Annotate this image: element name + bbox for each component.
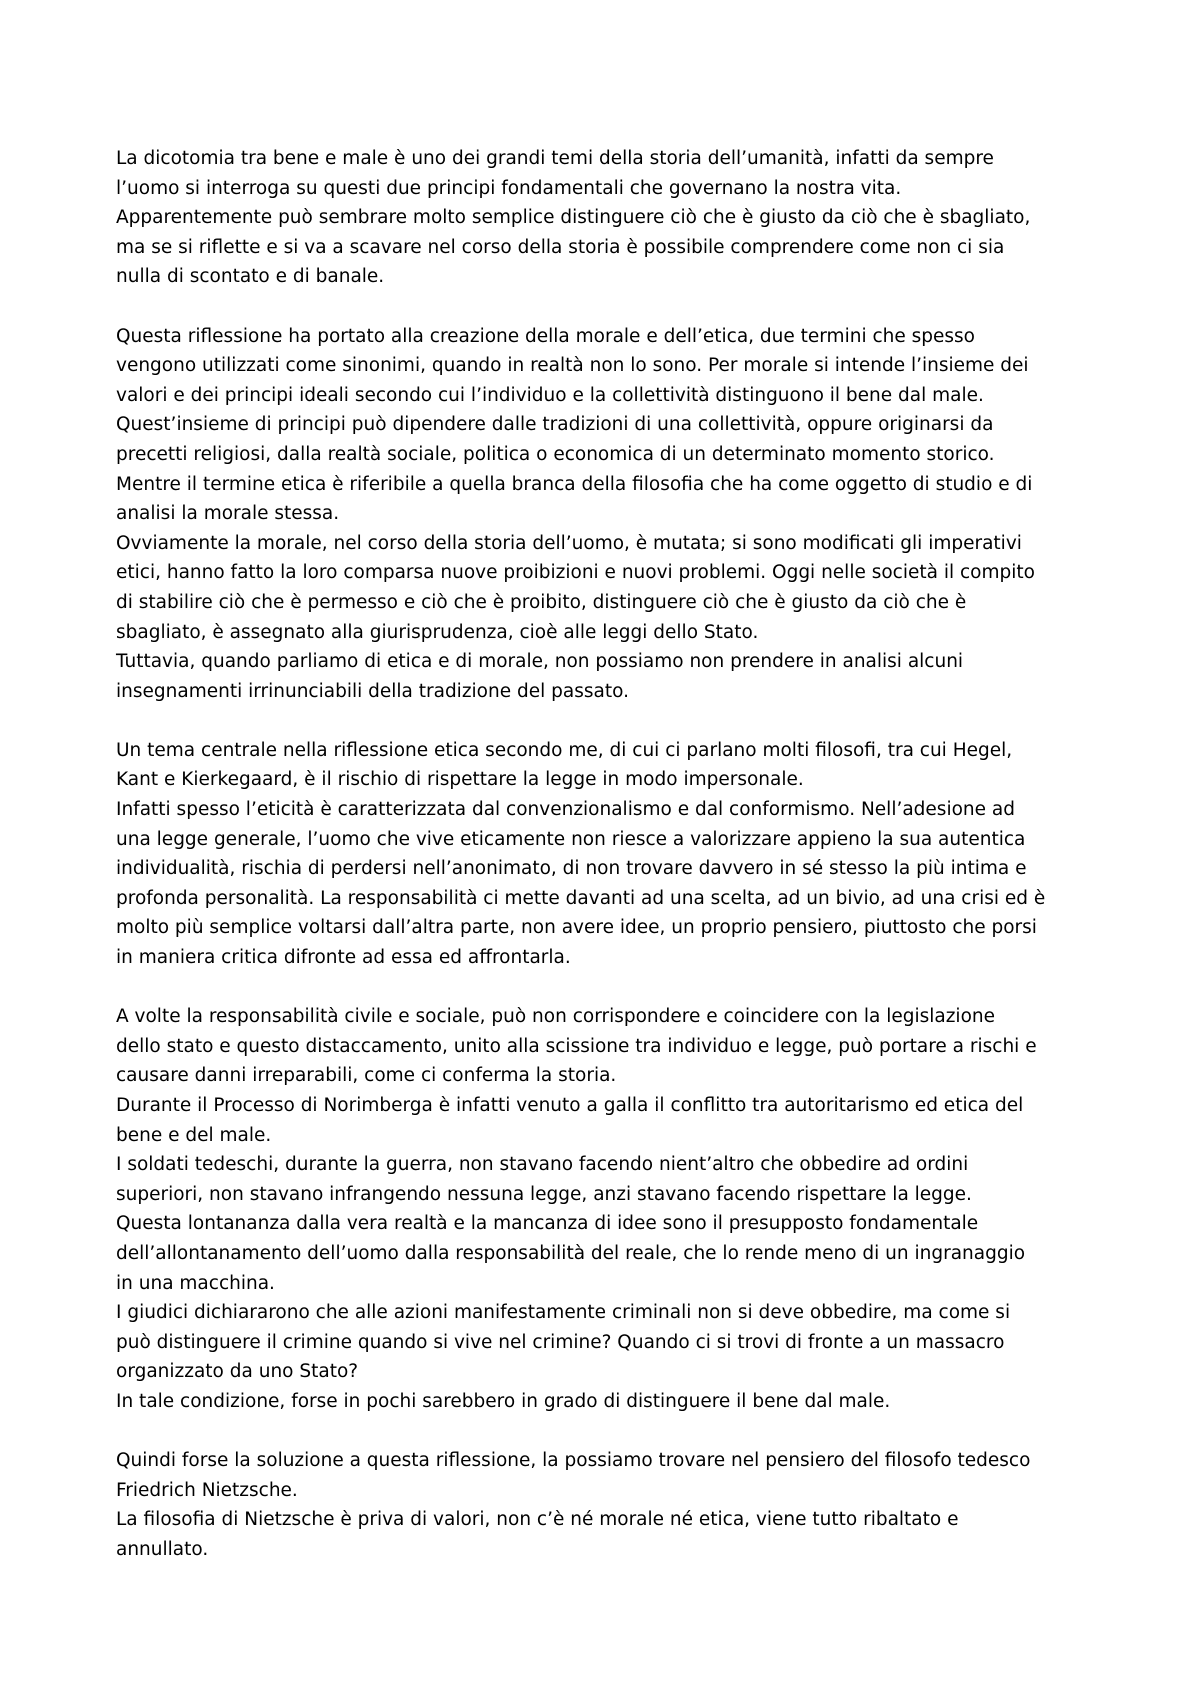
- text-line: può distinguere il crimine quando si vive nel crimine? Quando ci si trovi di fronte a un massacro: [116, 1331, 1005, 1353]
- paragraph: [116, 1002, 1091, 1416]
- text-line: Infatti spesso l’eticità è caratterizzata dal convenzionalismo e dal conformismo. Nell’adesione ad: [116, 799, 1015, 821]
- text-line: Quest’insieme di principi può dipendere dalle tradizioni di una collettività, oppure originarsi da: [116, 414, 994, 436]
- text-line: etici, hanno fatto la loro comparsa nuove proibizioni e nuovi problemi. Oggi nelle società il compito: [116, 562, 1035, 584]
- text-line: Un tema centrale nella riflessione etica secondo me, di cui ci parlano molti filosofi, tra cui Hegel,: [116, 739, 1013, 761]
- paragraph: [116, 736, 1091, 973]
- text-line: Apparentemente può sembrare molto semplice distinguere ciò che è giusto da ciò che è sbagliato,: [116, 207, 1031, 229]
- document-body: [116, 144, 1091, 1565]
- text-line: bene e del male.: [116, 1124, 272, 1146]
- text-line: La filosofia di Nietzsche è priva di valori, non c’è né morale né etica, viene tutto ribaltato e: [116, 1509, 959, 1531]
- paragraph: [116, 1446, 1091, 1564]
- text-line: Mentre il termine etica è riferibile a quella branca della filosofia che ha come oggetto di studio e di: [116, 473, 1033, 495]
- text-line: causare danni irreparabili, come ci conferma la storia.: [116, 1065, 617, 1087]
- text-line: superiori, non stavano infrangendo nessuna legge, anzi stavano facendo rispettare la legge.: [116, 1183, 972, 1205]
- text-line: precetti religiosi, dalla realtà sociale, politica o economica di un determinato momento storico.: [116, 443, 995, 465]
- text-line: Questa riflessione ha portato alla creazione della morale e dell’etica, due termini che spesso: [116, 325, 975, 347]
- text-line: I soldati tedeschi, durante la guerra, non stavano facendo nient’altro che obbedire ad ordini: [116, 1154, 969, 1176]
- text-line: nulla di scontato e di banale.: [116, 266, 385, 288]
- text-line: di stabilire ciò che è permesso e ciò che è proibito, distinguere ciò che è giusto da ciò che è: [116, 591, 967, 613]
- text-line: una legge generale, l’uomo che vive eticamente non riesce a valorizzare appieno la sua autentica: [116, 828, 1026, 850]
- text-line: Durante il Processo di Norimberga è infatti venuto a galla il conflitto tra autoritarismo ed etica del: [116, 1095, 1024, 1116]
- text-line: individualità, rischia di perdersi nell’anonimato, di non trovare davvero in sé stesso la più intima e: [116, 858, 1027, 880]
- text-line: Kant e Kierkegaard, è il rischio di rispettare la legge in modo impersonale.: [116, 769, 804, 791]
- text-line: sbagliato, è assegnato alla giurisprudenza, cioè alle leggi dello Stato.: [116, 621, 759, 643]
- text-line: insegnamenti irrinunciabili della tradizione del passato.: [116, 680, 629, 702]
- text-line: in maniera critica difronte ad essa ed affrontarla.: [116, 947, 571, 969]
- text-line: Friedrich Nietzsche.: [116, 1479, 298, 1501]
- text-line: A volte la responsabilità civile e sociale, può non corrispondere e coincidere con la legislazione: [116, 1006, 995, 1028]
- text-line: La dicotomia tra bene e male è uno dei grandi temi della storia dell’umanità, infatti da sempre: [116, 148, 994, 169]
- text-line: l’uomo si interroga su questi due principi fondamentali che governano la nostra vita.: [116, 177, 902, 199]
- text-line: dell’allontanamento dell’uomo dalla responsabilità del reale, che lo rende meno di un ingranaggio: [116, 1242, 1026, 1264]
- text-line: I giudici dichiararono che alle azioni manifestamente criminali non si deve obbedire, ma come si: [116, 1302, 1011, 1324]
- text-line: Quindi forse la soluzione a questa riflessione, la possiamo trovare nel pensiero del filosofo tedesco: [116, 1450, 1031, 1472]
- text-line: vengono utilizzati come sinonimi, quando in realtà non lo sono. Per morale si intende l’insieme dei: [116, 355, 1029, 377]
- text-line: Ovviamente la morale, nel corso della storia dell’uomo, è mutata; si sono modificati gli imperativi: [116, 532, 1022, 554]
- text-line: ma se si riflette e si va a scavare nel corso della storia è possibile comprendere come non ci sia: [116, 236, 1005, 258]
- text-line: annullato.: [116, 1538, 209, 1560]
- text-line: In tale condizione, forse in pochi sarebbero in grado di distinguere il bene dal male.: [116, 1390, 891, 1412]
- text-line: Tuttavia, quando parliamo di etica e di morale, non possiamo non prendere in analisi alcuni: [116, 651, 964, 673]
- text-line: dello stato e questo distaccamento, unito alla scissione tra individuo e legge, può portare a rischi e: [116, 1035, 1037, 1057]
- text-line: organizzato da uno Stato?: [116, 1361, 359, 1383]
- text-line: profonda personalità. La responsabilità ci mette davanti ad una scelta, ad un bivio, ad una crisi ed è: [116, 887, 1046, 909]
- paragraph: [116, 322, 1091, 707]
- text-line: Questa lontananza dalla vera realtà e la mancanza di idee sono il presupposto fondamentale: [116, 1213, 979, 1235]
- paragraph: [116, 144, 1091, 292]
- text-line: analisi la morale stessa.: [116, 503, 340, 525]
- text-line: valori e dei principi ideali secondo cui l’individuo e la collettività distinguono il bene dal male.: [116, 384, 984, 406]
- text-line: molto più semplice voltarsi dall’altra parte, non avere idee, un proprio pensiero, piuttosto che porsi: [116, 917, 1037, 939]
- text-line: in una macchina.: [116, 1272, 275, 1294]
